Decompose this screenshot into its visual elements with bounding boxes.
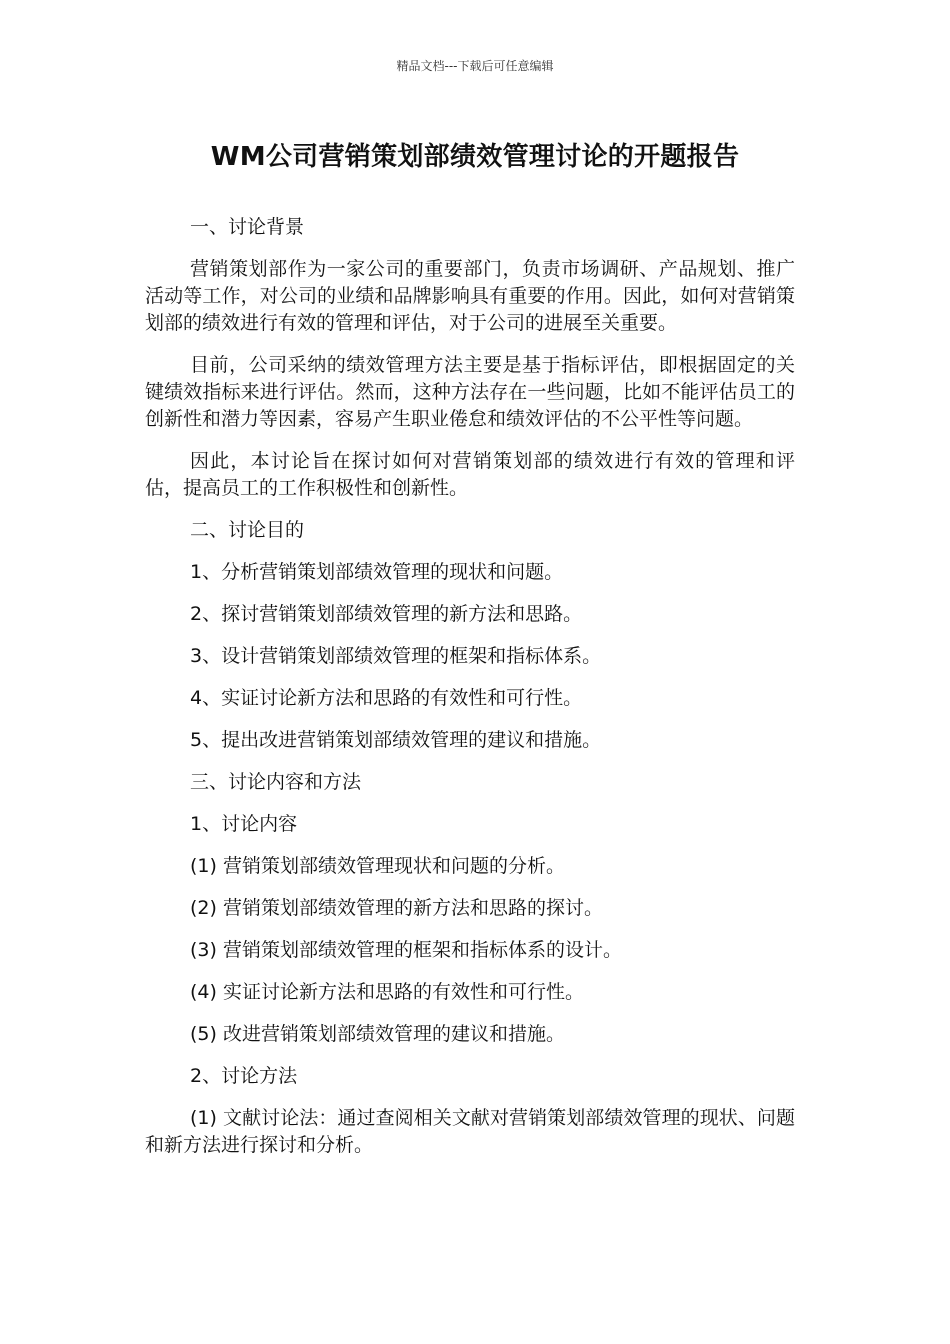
section-heading-background: 一、讨论背景 (190, 216, 305, 238)
body-paragraph: 因此，本讨论旨在探讨如何对营销策划部的绩效进行有效的管理和评估，提高员工的工作积极性和创新性。 (145, 450, 795, 499)
document-title: WM公司营销策划部绩效管理讨论的开题报告 (210, 142, 740, 172)
subsection-heading-method: 2、讨论方法 (190, 1065, 298, 1087)
list-item: 2、探讨营销策划部绩效管理的新方法和思路。 (190, 603, 583, 625)
list-item: 1、分析营销策划部绩效管理的现状和问题。 (190, 561, 564, 583)
list-item: 3、设计营销策划部绩效管理的框架和指标体系。 (190, 645, 602, 667)
section-heading-purpose: 二、讨论目的 (190, 519, 305, 541)
subsection-heading-content: 1、讨论内容 (190, 813, 298, 835)
list-item: (3) 营销策划部绩效管理的框架和指标体系的设计。 (190, 939, 622, 961)
list-item: (4) 实证讨论新方法和思路的有效性和可行性。 (190, 981, 584, 1003)
document-body (145, 214, 795, 1159)
list-item: (5) 改进营销策划部绩效管理的建议和措施。 (190, 1023, 565, 1045)
list-item: 5、提出改进营销策划部绩效管理的建议和措施。 (190, 729, 602, 751)
body-paragraph: (1) 文献讨论法：通过查阅相关文献对营销策划部绩效管理的现状、问题和新方法进行探讨和分析。 (145, 1107, 795, 1156)
list-item: 4、实证讨论新方法和思路的有效性和可行性。 (190, 687, 583, 709)
list-item: (2) 营销策划部绩效管理的新方法和思路的探讨。 (190, 897, 603, 919)
list-item: (1) 营销策划部绩效管理现状和问题的分析。 (190, 855, 565, 877)
body-paragraph: 营销策划部作为一家公司的重要部门，负责市场调研、产品规划、推广活动等工作，对公司的业绩和品牌影响具有重要的作用。因此，如何对营销策划部的绩效进行有效的管理和评估，对于公司的进展至关重要。 (145, 258, 795, 334)
page-header: 精品文档---下载后可任意编辑 (396, 59, 554, 73)
section-heading-content-method: 三、讨论内容和方法 (190, 771, 362, 793)
body-paragraph: 目前，公司采纳的绩效管理方法主要是基于指标评估，即根据固定的关键绩效指标来进行评估。然而，这种方法存在一些问题，比如不能评估员工的创新性和潜力等因素，容易产生职业倦怠和绩效评估的不公平性等问题。 (145, 354, 795, 430)
